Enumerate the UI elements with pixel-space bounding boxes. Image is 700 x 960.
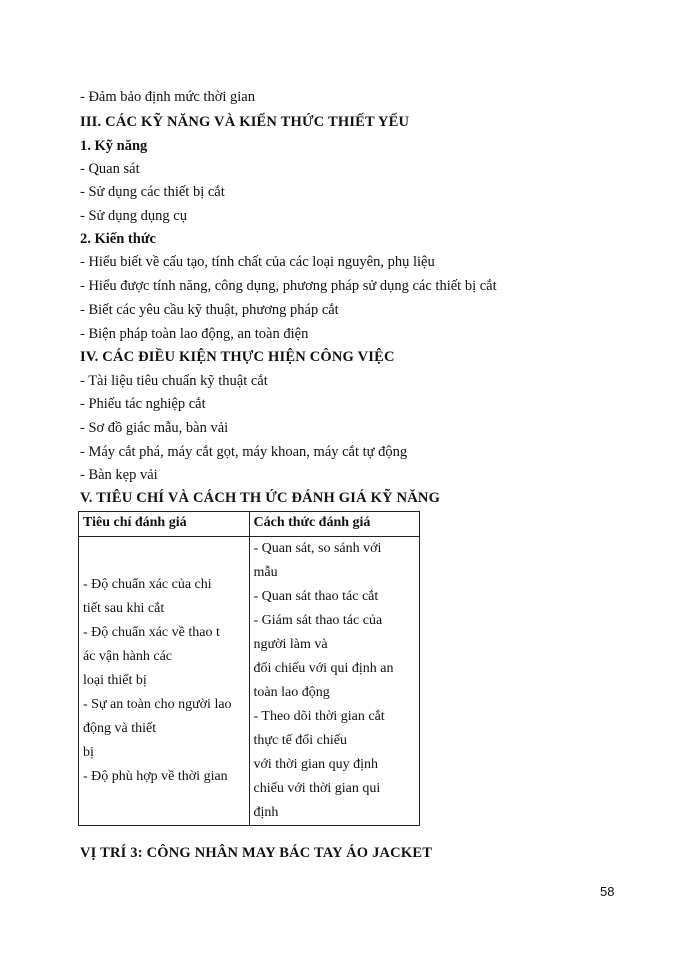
criteria-line: - Độ phù hợp về thời gian — [83, 769, 228, 784]
method-line: mẫu — [253, 565, 278, 580]
criteria-line: ác vận hành các — [83, 649, 172, 664]
subheading-skills: 1. Kỹ năng — [80, 138, 148, 154]
method-line: định — [253, 805, 279, 820]
page-number: 58 — [600, 884, 615, 899]
method-line: toàn lao động — [253, 685, 330, 700]
text-line: - Tài liệu tiêu chuẩn kỹ thuật cắt — [80, 373, 268, 389]
criteria-line: bị — [83, 745, 94, 760]
section-heading-iii: III. CÁC KỸ NĂNG VÀ KIẾN THỨC THIẾT YẾU — [80, 114, 410, 130]
text-line: - Sử dụng dụng cụ — [80, 208, 187, 224]
criteria-line: tiết sau khi cắt — [83, 601, 165, 616]
text-line: - Máy cắt phá, máy cắt gọt, máy khoan, máy cắt tự động — [80, 444, 408, 460]
section-heading-v: V. TIÊU CHÍ VÀ CÁCH TH ỨC ĐÁNH GIÁ KỸ NĂNG — [80, 490, 441, 506]
subheading-knowledge: 2. Kiến thức — [80, 231, 156, 247]
method-line: - Quan sát thao tác cắt — [253, 589, 379, 604]
criteria-line: động và thiết — [83, 721, 157, 736]
criteria-line: - Sự an toàn cho người lao — [83, 697, 232, 712]
method-line: - Theo dõi thời gian cắt — [253, 709, 385, 724]
text-line: - Bàn kẹp vải — [80, 467, 158, 483]
criteria-cell — [79, 537, 250, 826]
method-line: - Giám sát thao tác của — [253, 613, 383, 628]
header-method: Cách thức đánh giá — [249, 512, 420, 537]
text-line: - Sơ đồ giác mẫu, bàn vải — [80, 420, 229, 436]
text-line: - Phiếu tác nghiệp cắt — [80, 396, 206, 412]
text-line: - Biện pháp toàn lao động, an toàn điện — [80, 326, 309, 342]
text-line: - Sử dụng các thiết bị cắt — [80, 184, 225, 200]
table-row — [79, 537, 420, 826]
header-criteria: Tiêu chí đánh giá — [79, 512, 250, 537]
method-line: thực tế đối chiếu — [253, 733, 348, 748]
text-line: - Hiểu được tính năng, công dụng, phương pháp sử dụng các thiết bị cắt — [80, 278, 497, 294]
method-line: với thời gian quy định — [253, 757, 378, 772]
method-line: người làm và — [253, 637, 328, 652]
assessment-table — [78, 511, 420, 826]
criteria-line: - Độ chuẩn xác của chi — [83, 577, 212, 592]
method-line: đối chiếu với qui định an — [253, 661, 394, 676]
criteria-line: loại thiết bị — [83, 673, 147, 688]
method-cell — [249, 537, 420, 826]
text-line: - Biết các yêu cầu kỹ thuật, phương pháp cắt — [80, 302, 339, 318]
method-line: - Quan sát, so sánh với — [253, 541, 382, 556]
text-line: - Đảm bảo định mức thời gian — [80, 89, 255, 105]
text-line: - Hiểu biết về cấu tạo, tính chất của các loại nguyên, phụ liệu — [80, 254, 435, 270]
table-header-row — [79, 512, 420, 537]
criteria-line: - Độ chuẩn xác về thao t — [83, 625, 220, 640]
section-heading-position-3: VỊ TRÍ 3: CÔNG NHÂN MAY BÁC TAY ÁO JACKET — [80, 845, 433, 861]
method-line: chiếu với thời gian qui — [253, 781, 381, 796]
text-line: - Quan sát — [80, 161, 140, 177]
section-heading-iv: IV. CÁC ĐIỀU KIỆN THỰC HIỆN CÔNG VIỆC — [80, 349, 395, 365]
